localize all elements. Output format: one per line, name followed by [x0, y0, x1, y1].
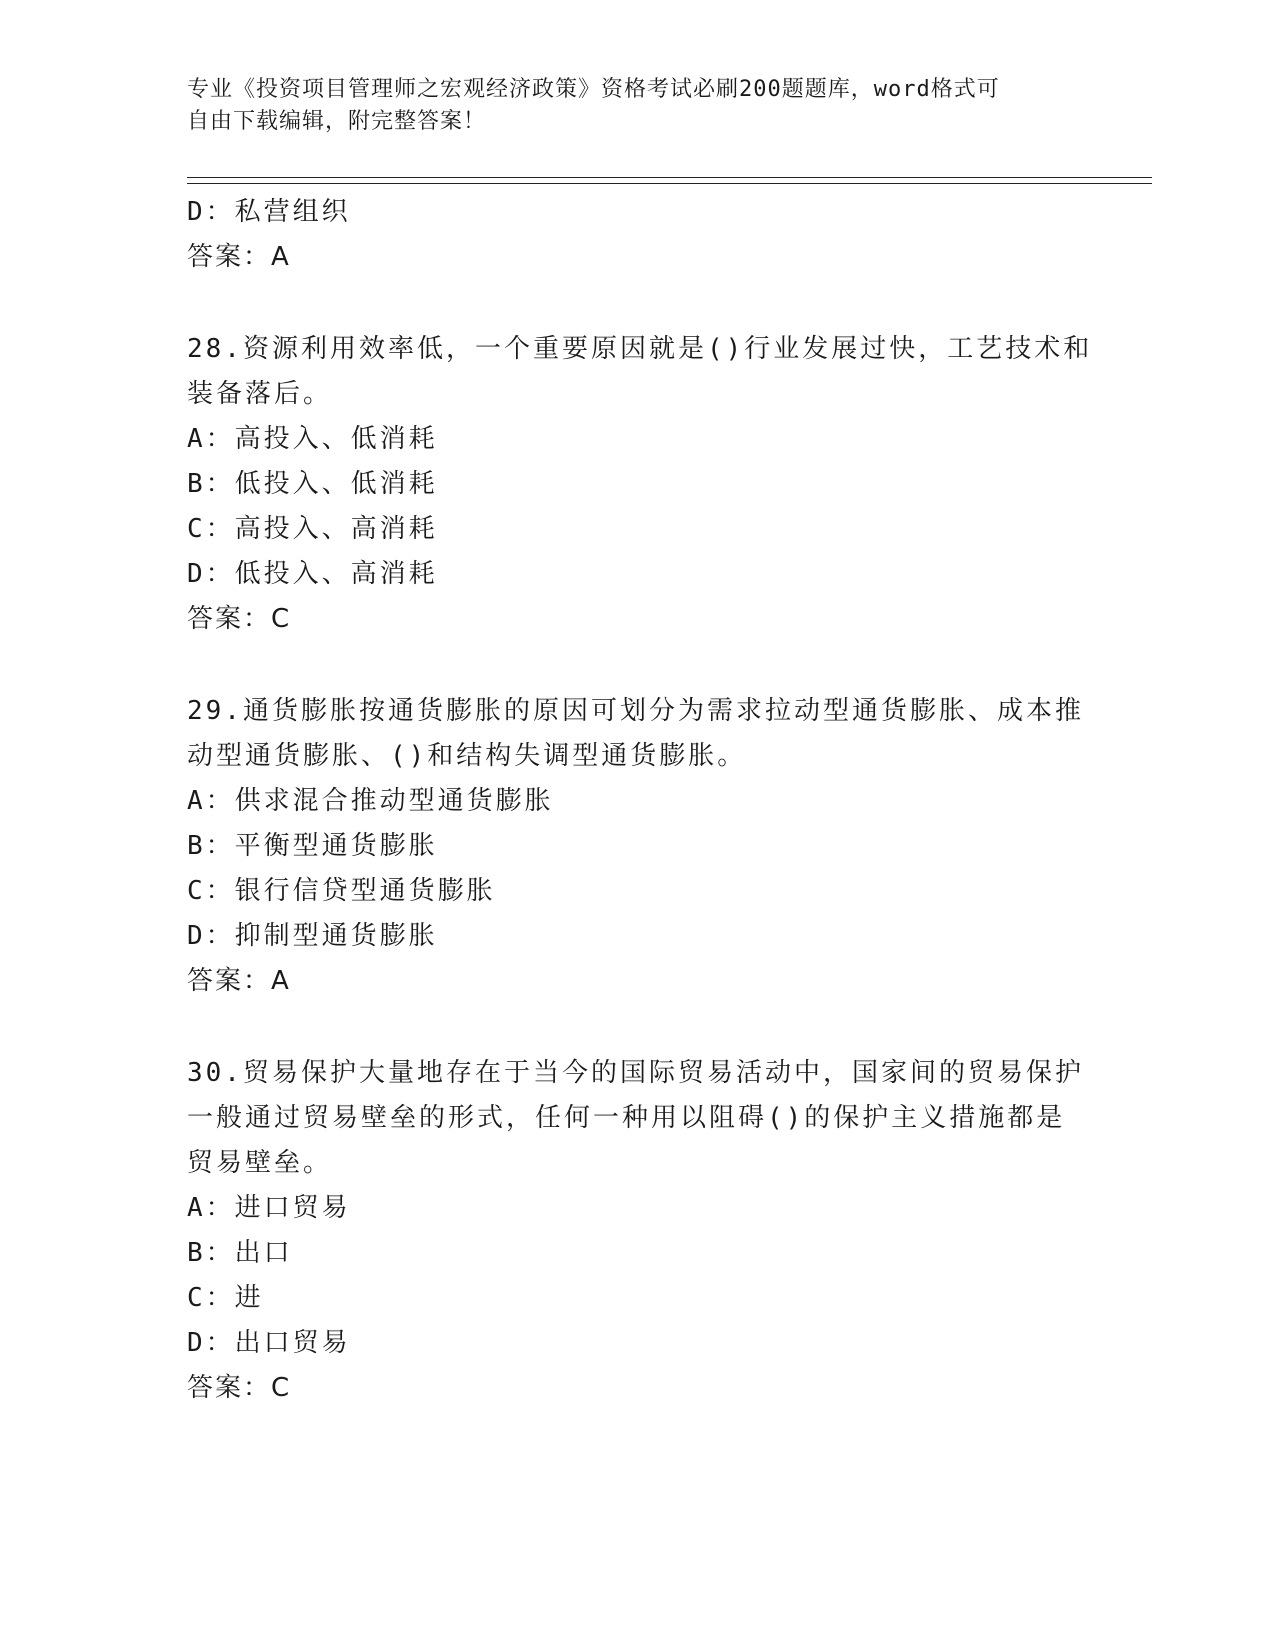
document-body	[187, 190, 1093, 1411]
option-b: B：出口	[187, 1238, 293, 1268]
option-d: D：抑制型通货膨胀	[187, 921, 438, 951]
question-block	[187, 689, 1087, 1004]
option-a: A：高投入、低消耗	[187, 424, 438, 454]
question-block-partial	[187, 190, 1087, 280]
answer-label: 答案：C	[187, 1373, 292, 1403]
question-stem: 29.通货膨胀按通货膨胀的原因可划分为需求拉动型通货膨胀、成本推	[187, 696, 1084, 726]
question-block	[187, 1051, 1087, 1411]
option-d: D：出口贸易	[187, 1328, 351, 1358]
question-stem: 装备落后。	[187, 379, 333, 409]
option-c: C：进	[187, 1283, 264, 1313]
option-c: C：银行信贷型通货膨胀	[187, 876, 496, 906]
answer-label: 答案：A	[187, 966, 291, 996]
question-stem: 28.资源利用效率低，一个重要原因就是()行业发展过快，工艺技术和	[187, 334, 1093, 364]
answer-label: 答案：A	[187, 242, 291, 272]
header-line: 专业《投资项目管理师之宏观经济政策》资格考试必刷200题题库，word格式可	[187, 77, 1000, 102]
answer-label: 答案：C	[187, 604, 292, 634]
question-block	[187, 327, 1093, 642]
option-b: B：平衡型通货膨胀	[187, 831, 438, 861]
header-line: 自由下载编辑，附完整答案！	[187, 109, 487, 134]
header-divider	[187, 177, 1152, 178]
question-stem: 一般通过贸易壁垒的形式，任何一种用以阻碍()的保护主义措施都是	[187, 1103, 1066, 1133]
question-stem: 贸易壁垒。	[187, 1148, 333, 1178]
option-c: C：高投入、高消耗	[187, 514, 438, 544]
option-b: B：低投入、低消耗	[187, 469, 438, 499]
option-d: D：私营组织	[187, 197, 351, 227]
question-stem: 30.贸易保护大量地存在于当今的国际贸易活动中，国家间的贸易保护	[187, 1058, 1084, 1088]
header-divider	[187, 183, 1152, 184]
option-a: A：供求混合推动型通货膨胀	[187, 786, 554, 816]
question-stem: 动型通货膨胀、()和结构失调型通货膨胀。	[187, 741, 747, 771]
option-d: D：低投入、高消耗	[187, 559, 438, 589]
option-a: A：进口贸易	[187, 1193, 351, 1223]
page-header	[187, 74, 1087, 138]
